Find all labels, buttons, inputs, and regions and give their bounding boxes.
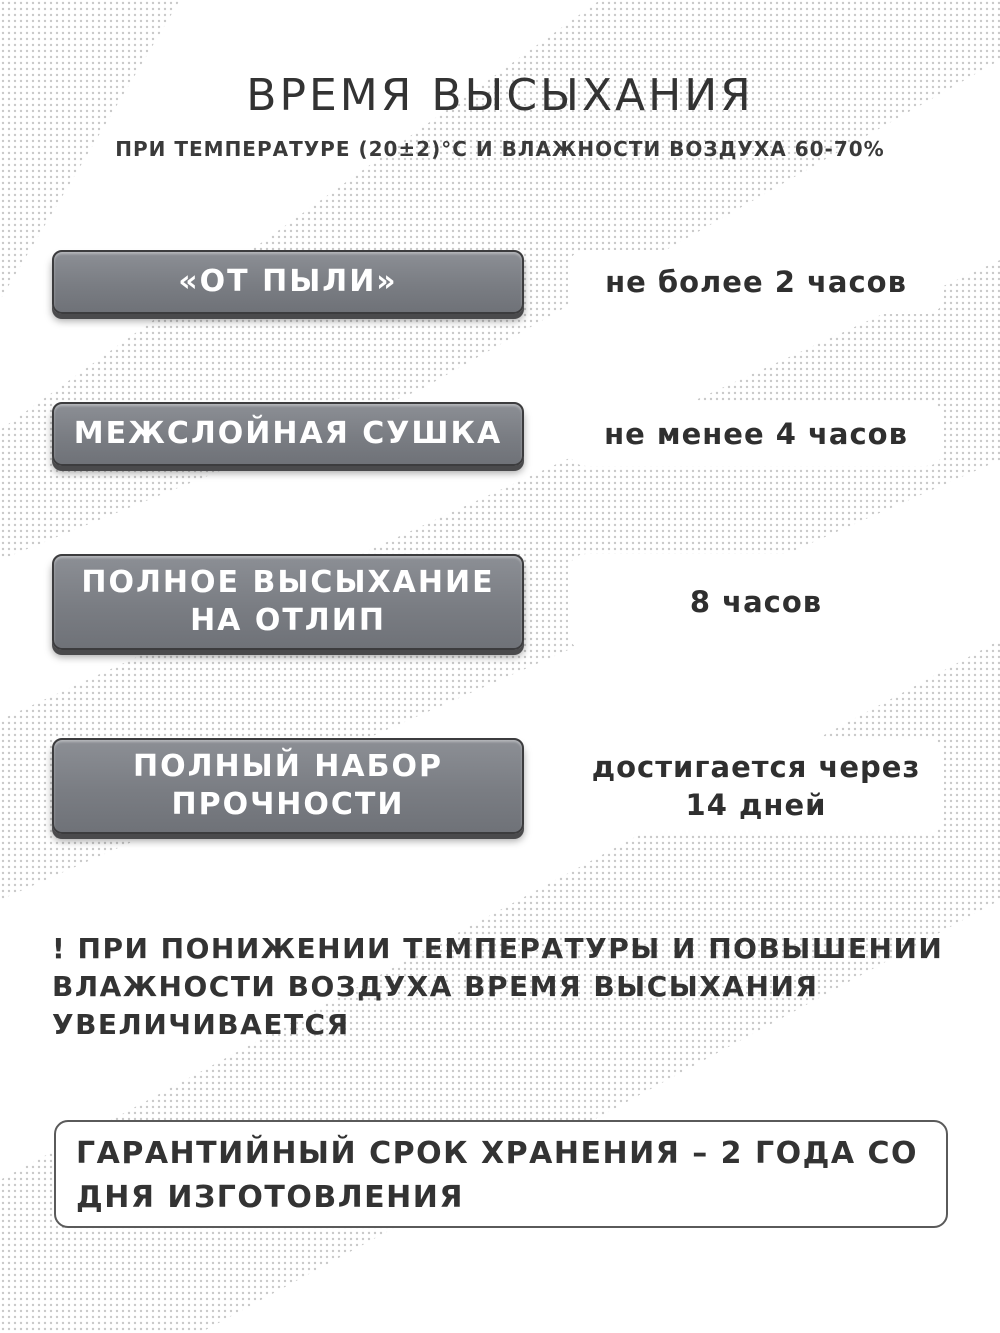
page-title: ВРЕМЯ ВЫСЫХАНИЯ <box>246 70 754 121</box>
stage-label-line: НА ОТЛИП <box>190 603 386 638</box>
stage-label-text: «ОТ ПЫЛИ» <box>178 264 398 299</box>
stage-value-touch-dry <box>568 554 944 650</box>
stage-value-interlayer <box>568 402 944 466</box>
warning-note <box>52 930 952 1044</box>
stage-value-text: не более 2 часов <box>605 265 907 299</box>
stage-label-text: МЕЖСЛОЙНАЯ СУШКА <box>73 416 503 451</box>
stage-value-text: 8 часов <box>689 585 823 619</box>
stage-value-line: достигается через <box>591 750 921 784</box>
page-subtitle: ПРИ ТЕМПЕРАТУРЕ (20±2)°С И ВЛАЖНОСТИ ВОЗДУХА 60-70% <box>115 137 885 161</box>
stage-label-interlayer <box>52 402 524 466</box>
stage-value-full-strength <box>568 738 944 834</box>
stage-label-line: ПОЛНОЕ ВЫСЫХАНИЕ <box>81 565 495 600</box>
storage-notice <box>54 1120 948 1228</box>
stage-value-dust <box>568 250 944 314</box>
warning-line: ! ПРИ ПОНИЖЕНИИ ТЕМПЕРАТУРЫ И ПОВЫШЕНИИ <box>52 932 944 965</box>
stage-label-line: ПОЛНЫЙ НАБОР <box>133 749 443 784</box>
stage-value-text: не менее 4 часов <box>604 417 908 451</box>
warning-line: ВЛАЖНОСТИ ВОЗДУХА ВРЕМЯ ВЫСЫХАНИЯ <box>52 970 819 1003</box>
storage-line: ГАРАНТИЙНЫЙ СРОК ХРАНЕНИЯ – 2 ГОДА СО <box>76 1136 919 1171</box>
stage-label-dust <box>52 250 524 314</box>
warning-line: УВЕЛИЧИВАЕТСЯ <box>52 1008 350 1041</box>
storage-line: ДНЯ ИЗГОТОВЛЕНИЯ <box>76 1180 464 1215</box>
stage-label-full-strength <box>52 738 524 834</box>
stage-value-line: 14 дней <box>685 788 827 822</box>
stage-label-touch-dry <box>52 554 524 650</box>
stage-label-line: ПРОЧНОСТИ <box>171 787 405 822</box>
